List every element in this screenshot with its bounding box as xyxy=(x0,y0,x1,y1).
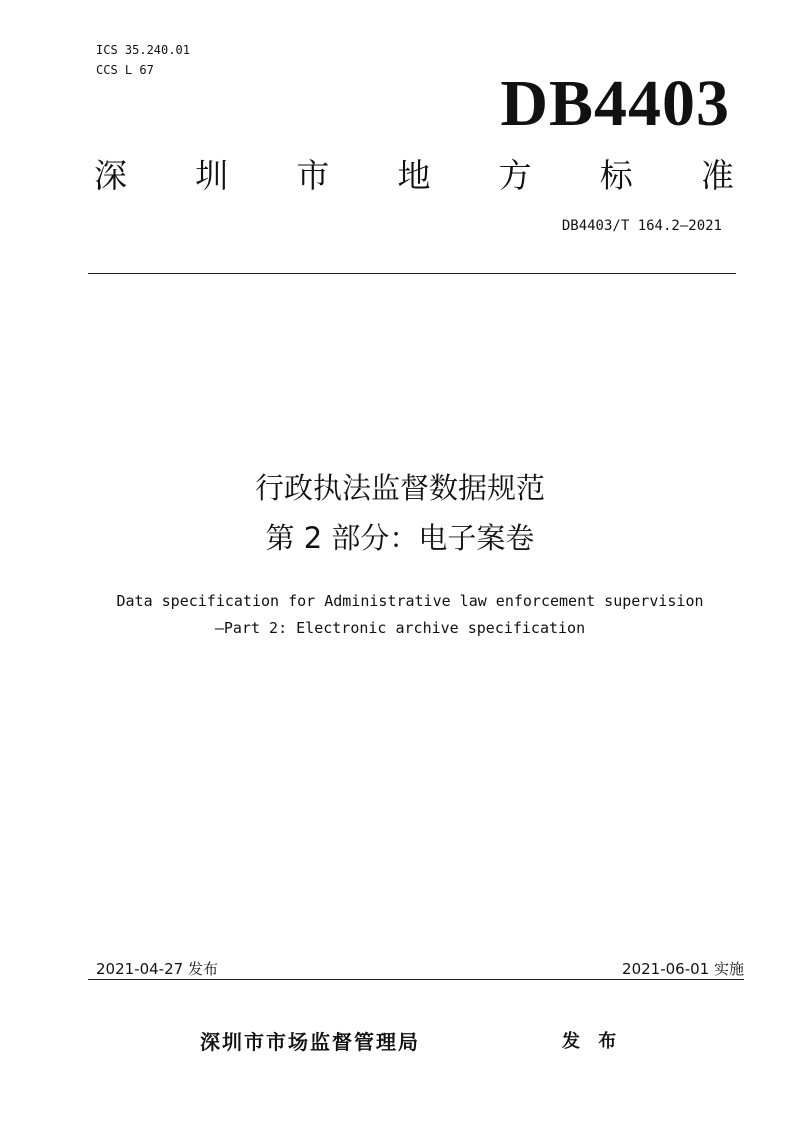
standard-type-char: 市 xyxy=(296,156,330,195)
standard-type-char: 方 xyxy=(498,156,532,195)
title-english-line1: Data specification for Administrative law enforcement supervision xyxy=(116,592,704,610)
standard-type-char: 地 xyxy=(397,156,431,195)
standard-type-char: 深 xyxy=(94,156,127,195)
publish-label: 发 布 xyxy=(562,1031,619,1052)
implementation-date: 2021-06-01 实施 xyxy=(622,960,744,978)
title-chinese-line1: 行政执法监督数据规范 xyxy=(254,471,545,505)
standard-type-char: 圳 xyxy=(195,156,229,195)
issue-date: 2021-04-27 发布 xyxy=(96,960,218,978)
bottom-divider xyxy=(88,979,744,980)
standard-number: DB4403/T 164.2—2021 xyxy=(561,218,722,234)
standard-type-char: 标 xyxy=(599,156,633,195)
standard-logo: DB4403 xyxy=(500,67,730,140)
title-chinese-line2: 第 2 部分：电子案卷 xyxy=(265,521,535,555)
publisher-name: 深圳市市场监督管理局 xyxy=(200,1030,420,1054)
standard-type-char: 准 xyxy=(700,156,734,195)
ccs-code: CCS L 67 xyxy=(96,63,154,77)
top-divider xyxy=(88,273,736,274)
title-english-line2: —Part 2: Electronic archive specification xyxy=(214,619,586,637)
standard-type-heading xyxy=(94,152,734,200)
ics-code: ICS 35.240.01 xyxy=(96,43,190,57)
